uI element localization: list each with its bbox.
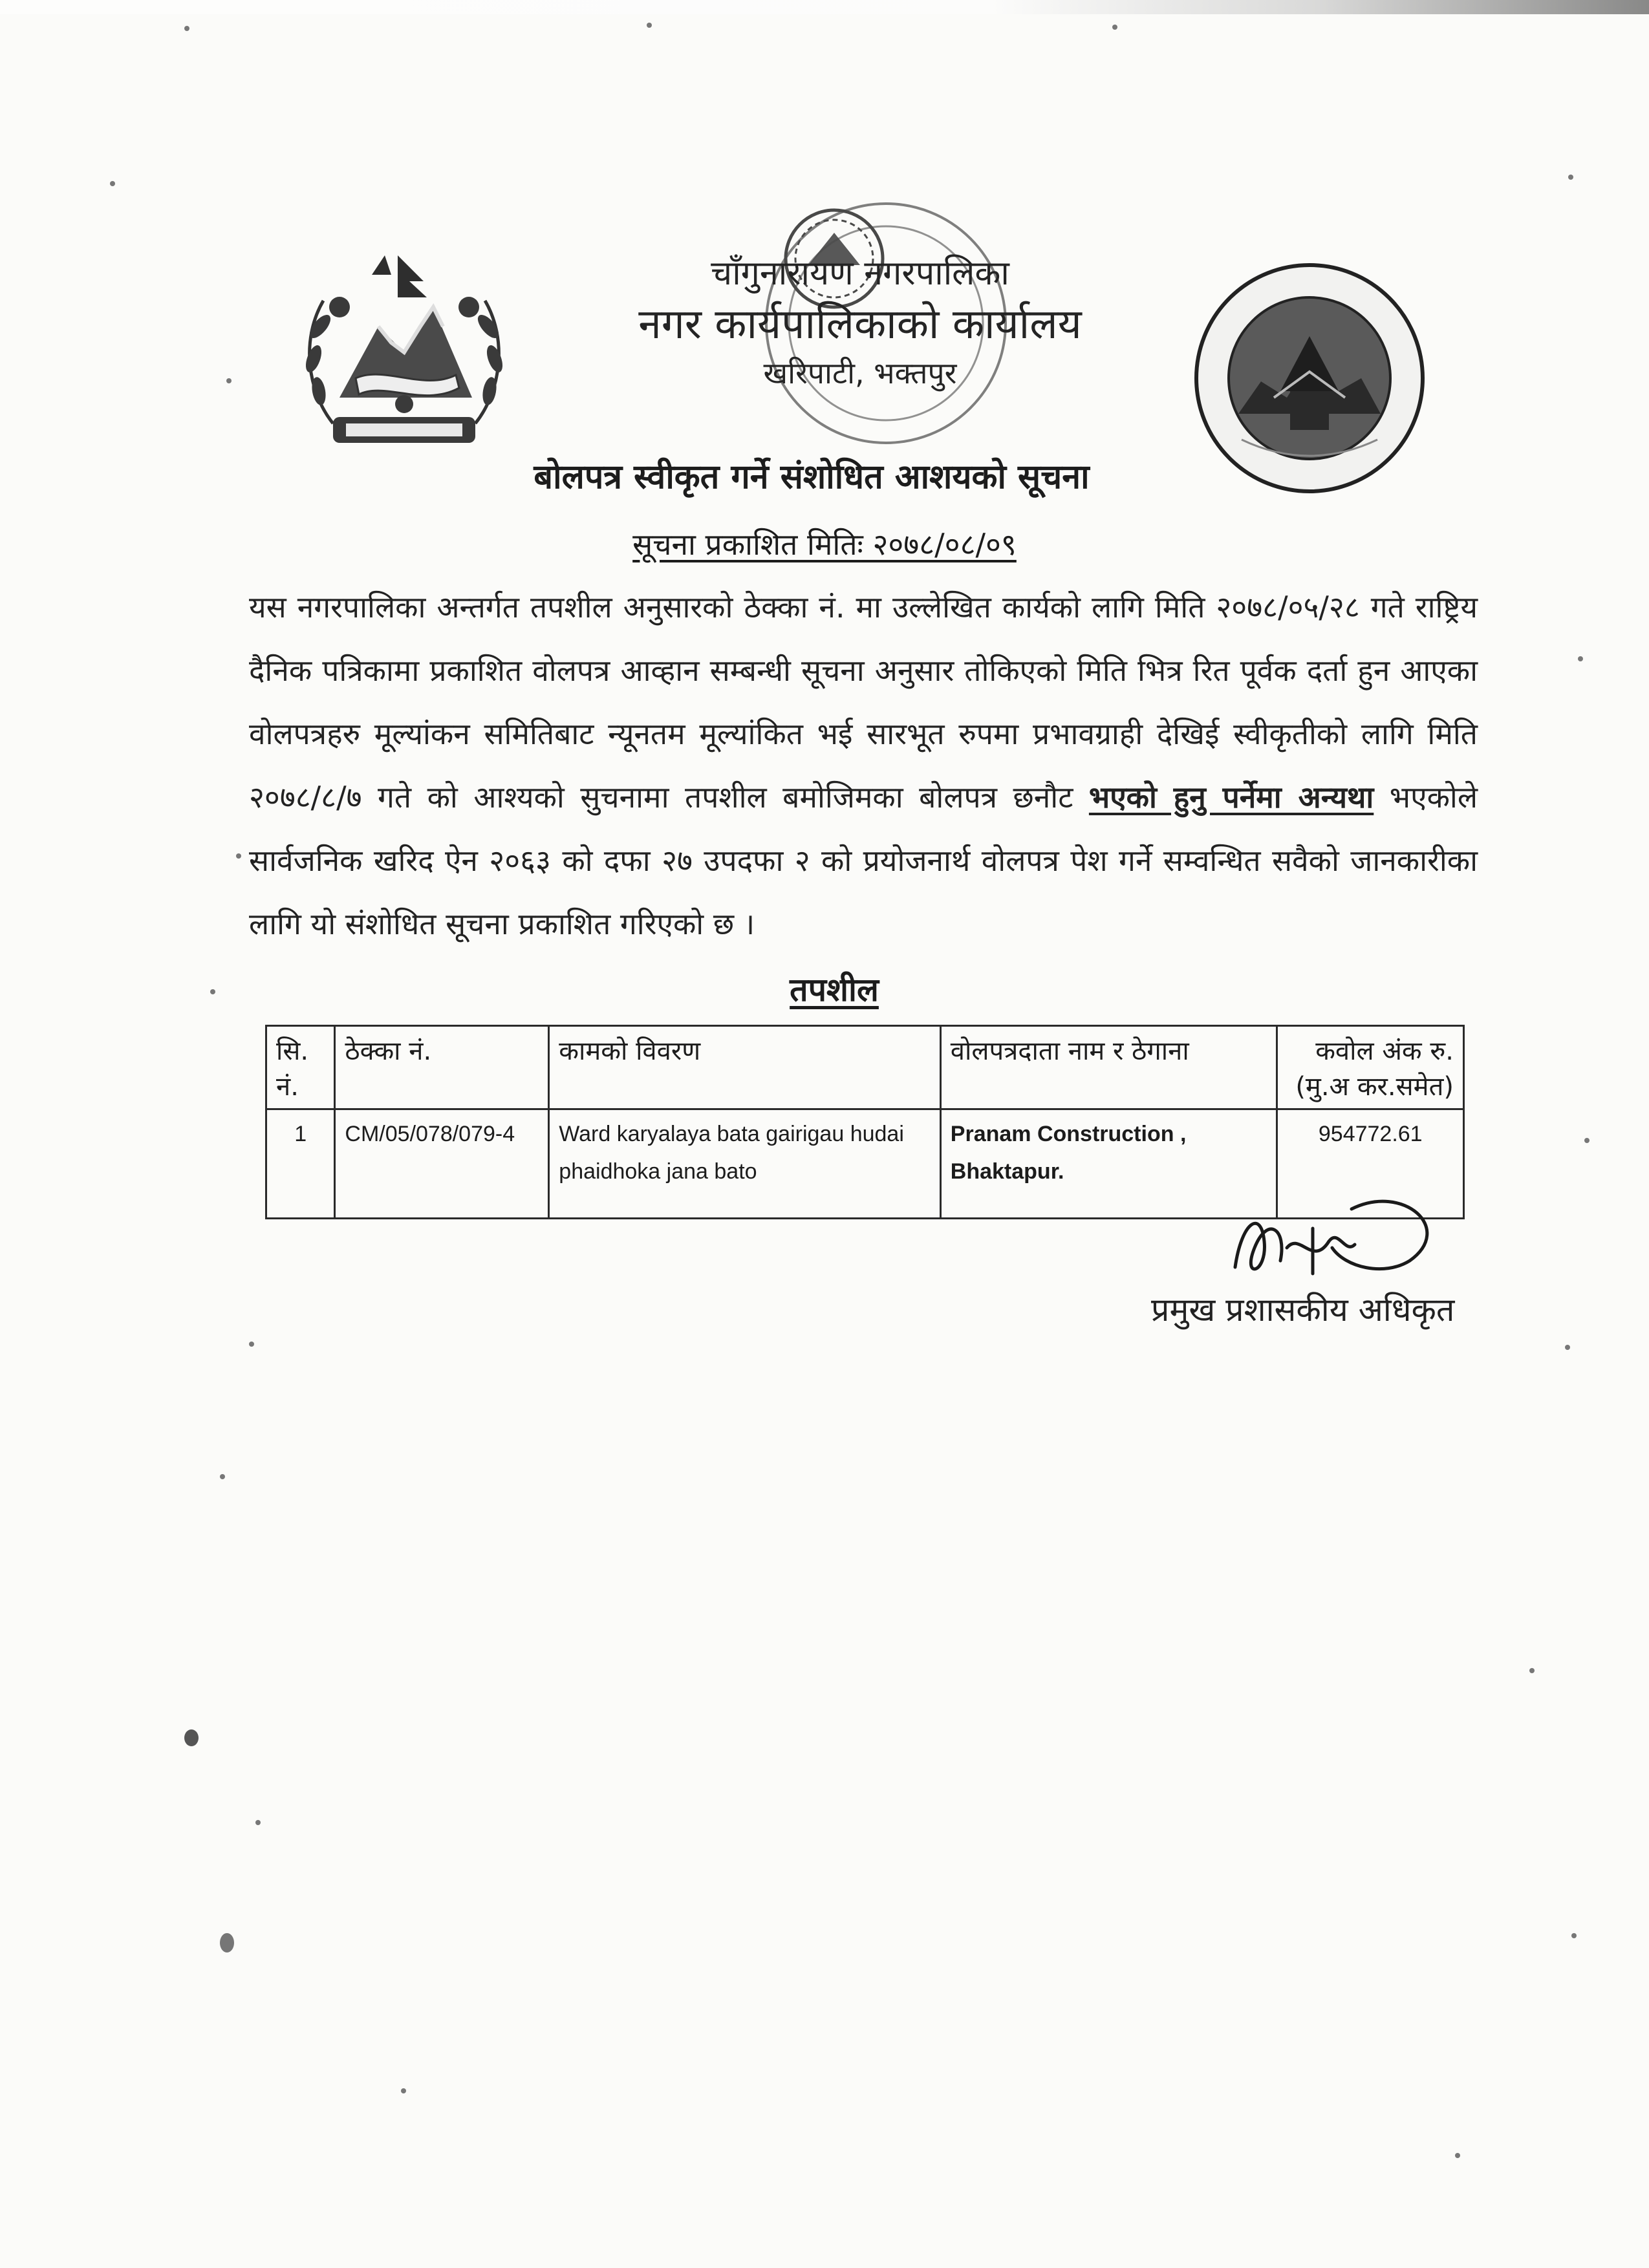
scan-smudge: [184, 1729, 199, 1746]
published-date: सूचना प्रकाशित मितिः २०७८/०८/०९: [632, 527, 1017, 562]
scan-smudge: [220, 1933, 234, 1952]
col-amount: कवोल अंक रु. (मु.अ कर.समेत): [1277, 1026, 1464, 1109]
bidder-address: Bhaktapur.: [950, 1159, 1064, 1184]
office-location: खरिपाटी, भक्तपुर: [763, 356, 957, 390]
col-contract-no: ठेक्का नं.: [335, 1026, 549, 1109]
scan-speck: [110, 181, 115, 186]
col-serial: सि. नं.: [266, 1026, 335, 1109]
col-bidder: वोलपत्रदाता नाम र ठेगाना: [940, 1026, 1277, 1109]
cell-serial: 1: [266, 1109, 335, 1219]
scan-speck: [1568, 175, 1573, 180]
scan-speck: [184, 26, 189, 31]
bidder-name: Pranam Construction ,: [950, 1122, 1187, 1146]
table-header-row: [266, 1026, 1464, 1109]
scan-speck: [401, 2088, 406, 2093]
scan-speck: [236, 853, 241, 859]
notice-body-part1: यस नगरपालिका अन्तर्गत तपशील अनुसारको ठेक्का नं. मा उल्लेखित कार्यको लागि मिति २०७८/०५/२८ गते राष्ट्रिय दैनिक पत्रिकामा प्रकाशित वोलपत्र आव्हान सम्बन्धी सूचना अनुसार तोकिएको मिति भित्र रित पूर्वक दर्ता हुन आएका वोलपत्रहरु मूल्यांकन समितिबाट न्यूनतम मूल्यांकित भई सारभूत रुपमा प्रभावग्राही देखिई स्वीकृतीको लागि मिति २०७८/८/७ गते को आश्यको सुचनामा तपशील बमोजिमका बोलपत्र छनौट: [249, 590, 1478, 815]
scan-speck: [1455, 2153, 1460, 2158]
schedule-heading: तपशील: [790, 971, 879, 1009]
scan-speck: [226, 378, 232, 383]
notice-body: [249, 575, 1478, 956]
scan-speck: [1565, 1345, 1570, 1350]
scan-speck: [1584, 1138, 1590, 1143]
notice-title: बोलपत्र स्वीकृत गर्ने संशोधित आशयको सूचना: [534, 458, 1090, 497]
scan-speck: [1529, 1668, 1535, 1673]
notice-body-emphasis: भएको हुनु पर्नेमा अन्यथा: [1088, 780, 1374, 815]
cell-contract-no: CM/05/078/079-4: [335, 1109, 549, 1219]
scan-speck: [1571, 1933, 1577, 1938]
scan-speck: [647, 23, 652, 28]
municipality-name: चाँगुनारायण नगरपालिका: [711, 254, 1009, 293]
scan-speck: [1112, 25, 1117, 30]
col-description: कामको विवरण: [549, 1026, 941, 1109]
scan-speck: [1578, 656, 1583, 661]
cell-amount: 954772.61: [1277, 1109, 1464, 1219]
signature-mark-icon: [1216, 1170, 1449, 1306]
cell-description: Ward karyalaya bata gairigau hudai phaidhoka jana bato: [549, 1109, 941, 1219]
office-name: नगर कार्यपालिकाको कार्यालय: [638, 301, 1082, 348]
scan-speck: [255, 1820, 261, 1825]
scan-speck: [249, 1342, 254, 1347]
signatory-designation: प्रमुख प्रशासकीय अधिकृत: [1151, 1291, 1455, 1329]
scan-speck: [210, 989, 215, 994]
scan-edge: [0, 0, 1649, 14]
scan-speck: [220, 1474, 225, 1479]
notice-body-part2: भएकोले सार्वजनिक खरिद ऐन २०६३ को दफा २७ उपदफा २ को प्रयोजनार्थ वोलपत्र पेश गर्ने सम्वन्धित सवैको जानकारीका लागि यो संशोधित सूचना प्रकाशित गरिएको छ ।: [249, 780, 1478, 941]
